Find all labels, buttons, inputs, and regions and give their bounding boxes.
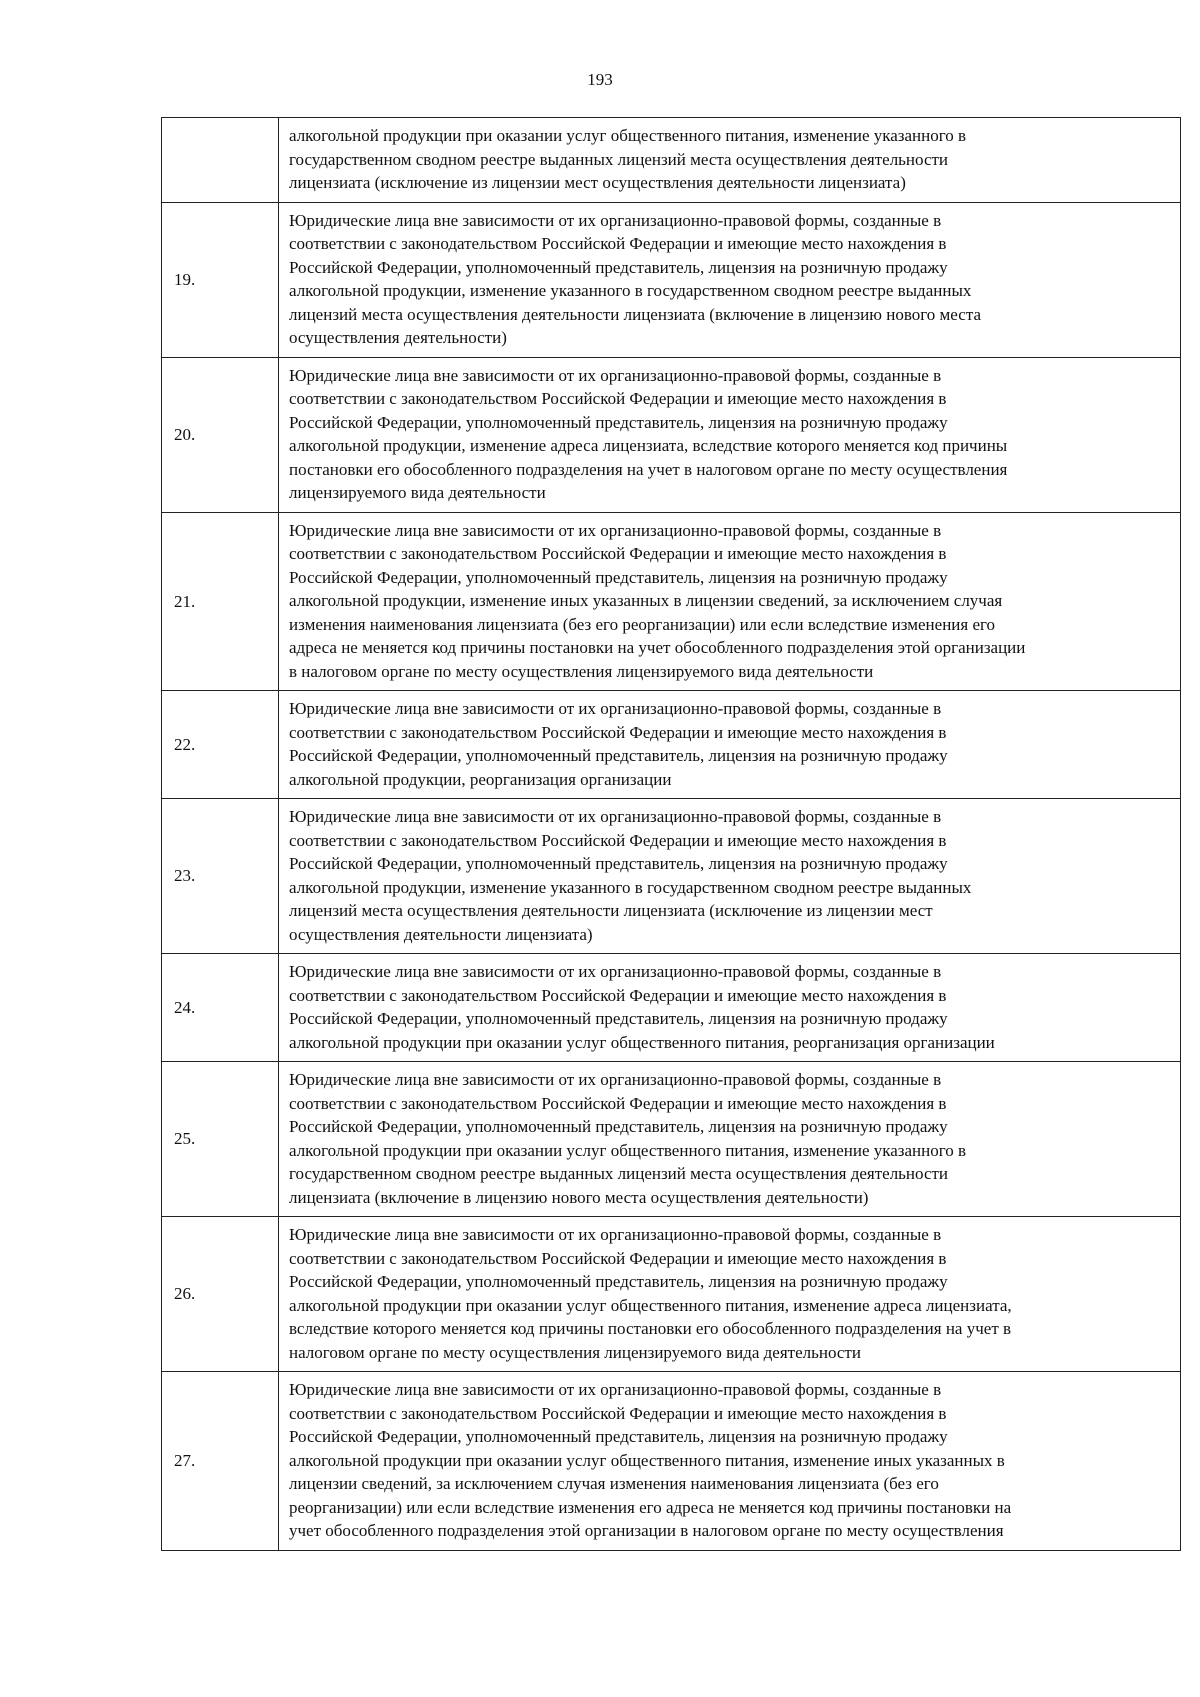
description-line: Российской Федерации, уполномоченный представитель, лицензия на розничную продажу [289,412,948,432]
table-row [162,1062,1181,1217]
row-number: 19. [162,202,279,357]
description-line: алкогольной продукции, изменение указанного в государственном сводном реестре выданных [289,281,972,300]
description-line: Юридические лица вне зависимости от их организационно-правовой формы, созданные в [289,962,942,981]
row-number: 26. [162,1217,279,1372]
table-row [162,1217,1181,1372]
description-line: соответствии с законодательством Российской Федерации и имеющие место нахождения в [289,722,947,742]
table-row [162,954,1181,1062]
row-number: 27. [162,1372,279,1551]
table-row [162,512,1181,691]
row-description [279,118,1181,203]
description-line: учет обособленного подразделения этой организации в налоговом органе по месту осуществления [289,1521,1004,1540]
description-line: Российской Федерации, уполномоченный представитель, лицензия на розничную продажу [289,1117,948,1136]
table-row [162,799,1181,954]
description-line: алкогольной продукции, изменение иных указанных в лицензии сведений, за исключением случая [289,591,1003,610]
description-line: реорганизации) или если вследствие изменения его адреса не меняется код причины постановки на [289,1497,1012,1517]
description-line: Российской Федерации, уполномоченный представитель, лицензия на розничную продажу [289,1272,948,1291]
description-line: алкогольной продукции, изменение адреса лицензиата, вследствие которого меняется код причины [289,436,1008,455]
description-line: Российской Федерации, уполномоченный представитель, лицензия на розничную продажу [289,1427,948,1446]
description-line: постановки его обособленного подразделения на учет в налоговом органе по месту осуществления [289,459,1008,479]
page-number: 193 [587,70,613,89]
description-line: Юридические лица вне зависимости от их организационно-правовой формы, созданные в [289,210,942,230]
row-number: 22. [162,691,279,799]
description-line: лицензиата (исключение из лицензии мест осуществления деятельности лицензиата) [289,173,906,192]
row-description [279,1217,1181,1372]
license-table [161,117,1181,1551]
description-line: Российской Федерации, уполномоченный представитель, лицензия на розничную продажу [289,567,948,587]
description-line: алкогольной продукции при оказании услуг общественного питания, изменение адреса лицензиата, [289,1295,1012,1315]
row-number: 23. [162,799,279,954]
description-line: Юридические лица вне зависимости от их организационно-правовой формы, созданные в [289,807,942,826]
description-line: соответствии с законодательством Российской Федерации и имеющие место нахождения в [289,1093,947,1113]
row-number: 21. [162,512,279,691]
description-line: адреса не меняется код причины постановки на учет обособленного подразделения этой организации [289,638,1026,657]
row-number: 24. [162,954,279,1062]
row-description [279,954,1181,1062]
table-row [162,357,1181,512]
description-line: Юридические лица вне зависимости от их организационно-правовой формы, созданные в [289,699,942,718]
row-number: 25. [162,1062,279,1217]
description-line: осуществления деятельности) [289,328,507,347]
description-line: осуществления деятельности лицензиата) [289,924,593,944]
description-line: алкогольной продукции, реорганизация организации [289,769,672,789]
row-description [279,1372,1181,1551]
description-line: Юридические лица вне зависимости от их организационно-правовой формы, созданные в [289,365,942,385]
description-line: Юридические лица вне зависимости от их организационно-правовой формы, созданные в [289,520,942,540]
description-line: соответствии с законодательством Российской Федерации и имеющие место нахождения в [289,234,947,253]
description-line: лицензиата (включение в лицензию нового места осуществления деятельности) [289,1187,869,1207]
table-body [162,118,1181,1551]
row-description [279,357,1181,512]
row-description [279,1062,1181,1217]
description-line: алкогольной продукции при оказании услуг общественного питания, изменение указанного в [289,126,967,145]
row-description [279,202,1181,357]
description-line: Российской Федерации, уполномоченный представитель, лицензия на розничную продажу [289,746,948,765]
description-line: лицензий места осуществления деятельности лицензиата (включение в лицензию нового места [289,304,981,324]
description-line: Российской Федерации, уполномоченный представитель, лицензия на розничную продажу [289,257,948,277]
table-row [162,118,1181,203]
row-number: 20. [162,357,279,512]
description-line: алкогольной продукции при оказании услуг общественного питания, реорганизация организации [289,1032,995,1052]
description-line: Российской Федерации, уполномоченный представитель, лицензия на розничную продажу [289,854,948,873]
description-line: изменения наименования лицензиата (без его реорганизации) или если вследствие изменения его [289,614,996,634]
description-line: Юридические лица вне зависимости от их организационно-правовой формы, созданные в [289,1070,942,1089]
description-line: вследствие которого меняется код причины постановки его обособленного подразделения на учет в [289,1319,1012,1338]
table-row [162,691,1181,799]
description-line: лицензии сведений, за исключением случая изменения наименования лицензиата (без его [289,1474,939,1493]
description-line: алкогольной продукции, изменение указанного в государственном сводном реестре выданных [289,877,972,897]
description-line: соответствии с законодательством Российской Федерации и имеющие место нахождения в [289,1403,947,1423]
row-description [279,691,1181,799]
description-line: алкогольной продукции при оказании услуг общественного питания, изменение указанного в [289,1140,967,1160]
row-number [162,118,279,203]
description-line: государственном сводном реестре выданных лицензий места осуществления деятельности [289,149,949,169]
table-row [162,1372,1181,1551]
description-line: лицензируемого вида деятельности [289,483,546,502]
description-line: налоговом органе по месту осуществления лицензируемого вида деятельности [289,1342,861,1362]
description-line: соответствии с законодательством Российской Федерации и имеющие место нахождения в [289,985,947,1005]
description-line: алкогольной продукции при оказании услуг общественного питания, изменение иных указанных в [289,1450,1005,1470]
description-line: Юридические лица вне зависимости от их организационно-правовой формы, созданные в [289,1380,942,1399]
description-line: Российской Федерации, уполномоченный представитель, лицензия на розничную продажу [289,1009,948,1028]
description-line: соответствии с законодательством Российской Федерации и имеющие место нахождения в [289,389,947,408]
description-line: соответствии с законодательством Российской Федерации и имеющие место нахождения в [289,830,947,850]
description-line: соответствии с законодательством Российской Федерации и имеющие место нахождения в [289,1248,947,1268]
table-row [162,202,1181,357]
description-line: соответствии с законодательством Российской Федерации и имеющие место нахождения в [289,544,947,563]
description-line: Юридические лица вне зависимости от их организационно-правовой формы, созданные в [289,1225,942,1244]
row-description [279,799,1181,954]
description-line: государственном сводном реестре выданных лицензий места осуществления деятельности [289,1164,949,1183]
description-line: в налоговом органе по месту осуществления лицензируемого вида деятельности [289,661,874,681]
row-description [279,512,1181,691]
description-line: лицензий места осуществления деятельности лицензиата (исключение из лицензии мест [289,901,933,920]
